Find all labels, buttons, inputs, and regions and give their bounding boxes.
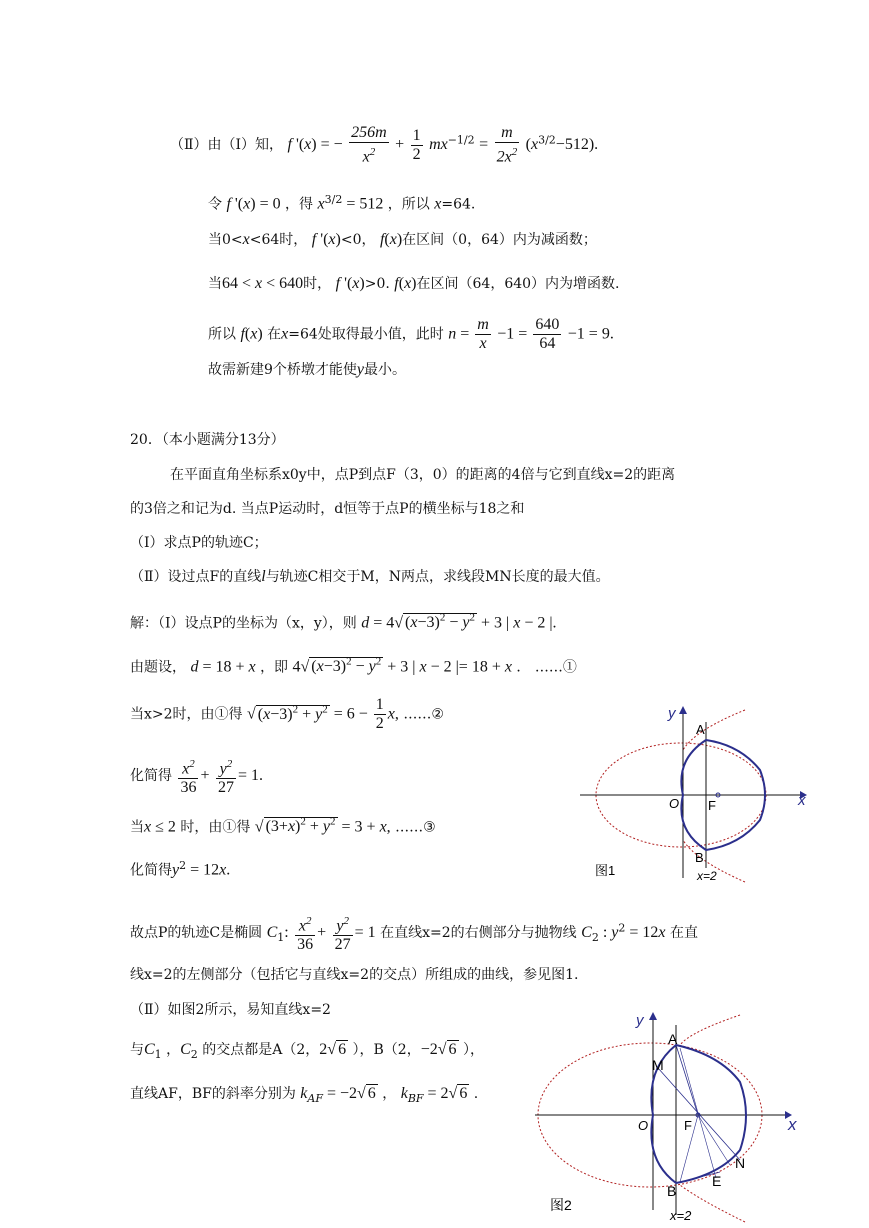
part2-line6: 故需新建9个桥墩才能使y最小。 xyxy=(208,361,407,378)
fig1-label-f: F xyxy=(708,798,716,813)
y-axis-arrow xyxy=(649,1012,657,1020)
fraction: $\frac{y^2}{27}$ xyxy=(216,755,236,797)
chord-3 xyxy=(698,1115,730,1165)
fraction: $\frac{640}{64}$ xyxy=(535,316,560,352)
fig1-caption: 图1 xyxy=(595,863,616,878)
fig1-label-o: O xyxy=(669,796,680,811)
solution-line8: 线x=2的左侧部分（包括它与直线x=2的交点）所组成的曲线，参见图1. xyxy=(130,967,579,983)
problem-statement-1: 在平面直角坐标系x0y中，点P到点F（3，0）的距离的4倍与它到直线x=2的距离 xyxy=(170,467,676,483)
solution-line4: 化简得 $\frac{x^2}{36}$ + $\frac{y^2}{27}$ = 1. xyxy=(130,755,263,797)
part2-line1: （Ⅱ）由（Ⅰ）知， f '(x) = − $\frac{256m}{x^2}$ + $\frac{1}{2}$ $mx^{-1/2}$ = $\frac{m}{2x^2}$ $(x^{3/2}-512)$. xyxy=(170,124,599,166)
solution-line9: （Ⅱ）如图2所示，易知直线x=2 xyxy=(130,1002,331,1018)
fig1-label-a: A xyxy=(696,722,705,737)
fig2-label-f: F xyxy=(684,1118,692,1133)
problem-statement-2: 的3倍之和记为d. 当点P运动时，d恒等于点P的横坐标与18之和 xyxy=(130,501,525,517)
solution-line2: 由题设， d = 18 + x ，即 4√ $(x-3)^2 - y^2 + 3$ | x − 2 |= 18 + x ． ……① xyxy=(130,656,577,676)
fig2-label-b: B xyxy=(667,1183,677,1199)
part2-line4: 当64 < x < 640时， f '(x)>0. f(x)在区间（64，640）内为增函数. xyxy=(208,275,620,292)
part2-line2: 令 f '(x) = 0 ，得 $x^{3/2} = 512$ ，所以 x=64. xyxy=(208,193,476,213)
y-axis-arrow xyxy=(679,706,687,714)
fraction: $\frac{x^2}{36}$ xyxy=(295,912,315,954)
figure-2 xyxy=(530,1010,810,1225)
problem-heading: 20．（本小题满分13分） xyxy=(130,432,285,448)
fraction: $\frac{y^2}{27}$ xyxy=(333,912,353,954)
fig1-label-b: B xyxy=(695,850,704,865)
fig1-label-x: x xyxy=(798,792,806,809)
solution-line1: 解：（Ⅰ）设点P的坐标为（x，y），则 d = 4√ $(x-3)^2 - y^2 + 3$ | x − 2 |. xyxy=(130,612,557,632)
fraction: $\frac{m}{x}$ xyxy=(477,316,489,352)
fig2-caption: 图2 xyxy=(550,1197,572,1213)
fraction: $\frac{1}{2}$ xyxy=(412,126,421,163)
fig2-label-e: E xyxy=(712,1173,722,1189)
solution-line10: 与$C_1$ ，$C_2$ 的交点都是A（2，2√ 6 ），B（2，−2√ 6 ）， xyxy=(130,1041,484,1061)
fraction: $\frac{256m}{x^2}$ xyxy=(351,124,387,166)
fig2-label-x: x xyxy=(788,1115,797,1134)
fig2-label-y: y xyxy=(636,1012,644,1029)
solution-line3: 当x>2时，由①得 √ $(x-3)^2 + y^2 = 6$ − $\frac{1}{2}$ x, ……② xyxy=(130,696,444,732)
dashed-parabola xyxy=(683,710,745,882)
solution-line5: 当x ≤ 2 时，由①得 √ $(3+x)^2 + y^2 = 3 + x$, ……③ xyxy=(130,816,436,836)
fig2-label-a: A xyxy=(668,1031,678,1047)
chord-af xyxy=(676,1045,698,1115)
fig2-label-o: O xyxy=(638,1118,649,1133)
fig2-line-label: x=2 xyxy=(670,1208,692,1223)
fraction: $\frac{1}{2}$ xyxy=(375,696,384,732)
fig1-line-label: x=2 xyxy=(697,869,717,883)
chord-mn xyxy=(658,1068,740,1160)
solution-line7: 故点P的轨迹C是椭圆 $C_1$: $\frac{x^2}{36}$ + $\frac{y^2}{27}$ = 1 在直线x=2的右侧部分与抛物线 $C_2$ : $y^2 = 12x$ 在直 xyxy=(130,912,698,954)
fig1-label-y: y xyxy=(668,705,676,722)
fraction: $\frac{x^2}{36}$ xyxy=(178,755,198,797)
part2-line3: 当0<x<64时， f '(x)<0， f(x)在区间（0，64）内为减函数； xyxy=(208,231,597,248)
question-1: （Ⅰ）求点P的轨迹C； xyxy=(130,535,268,551)
fig2-label-m: M xyxy=(652,1057,664,1073)
fig2-label-n: N xyxy=(735,1155,746,1171)
part2-line5: 所以 f(x) 在x=64处取得最小值，此时 n = $\frac{m}{x}$ −1 = $\frac{640}{64}$ −1 = 9. xyxy=(208,316,614,352)
question-2: （Ⅱ）设过点F的直线l与轨迹C相交于M，N两点，求线段MN长度的最大值。 xyxy=(130,568,610,585)
solution-line6: 化简得$y^2 = 12x$. xyxy=(130,859,231,879)
figure-1 xyxy=(575,700,820,885)
solution-line11: 直线AF，BF的斜率分别为 $k_{AF} = -2√$ 6 ， $k_{BF} = 2√$ 6 . xyxy=(130,1085,479,1105)
fraction: $\frac{m}{2x^2}$ xyxy=(496,124,518,166)
